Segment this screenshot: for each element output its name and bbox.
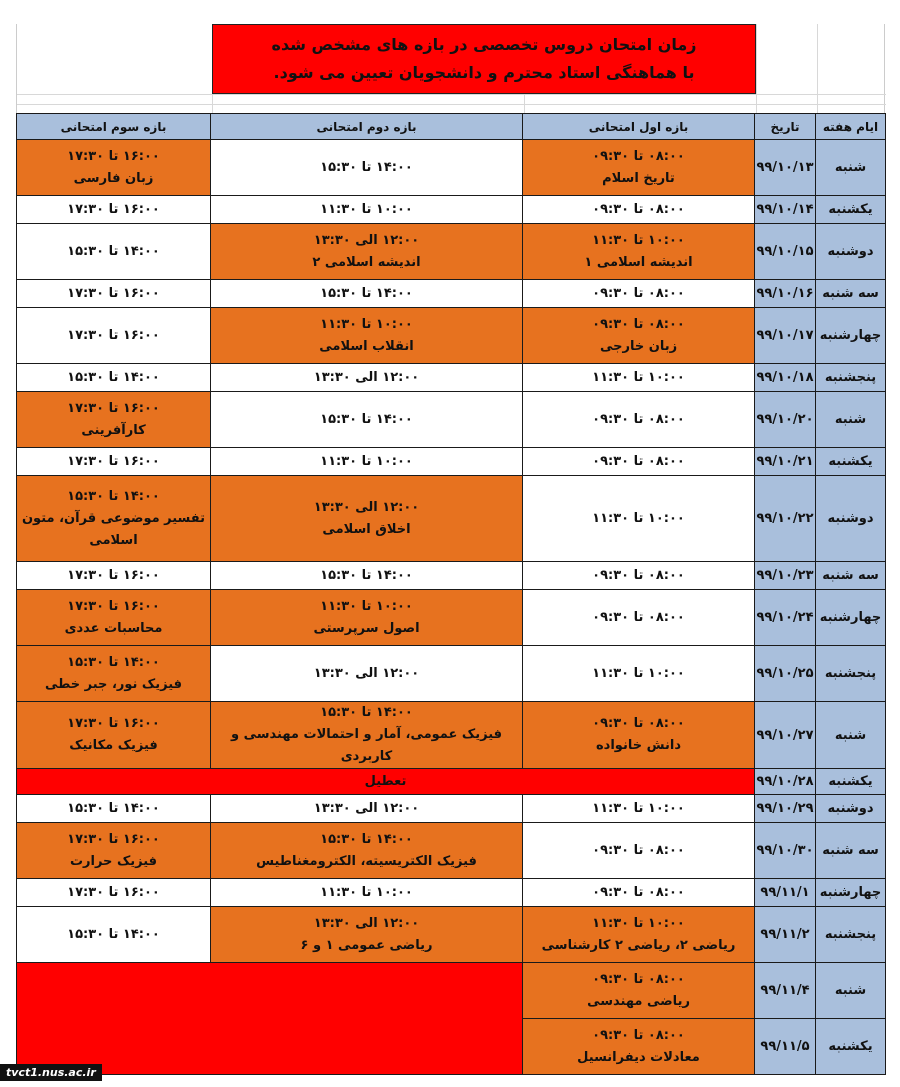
header-day: ایام هفته: [816, 114, 886, 140]
date-cell: ۹۹/۱۰/۲۹: [755, 795, 816, 823]
slot-course: دانش خانواده: [596, 738, 681, 753]
slot-time: ۰۸:۰۰ تا ۰۹:۳۰: [592, 148, 685, 164]
exam-slot-1: [523, 963, 755, 1019]
header-row: [17, 114, 886, 140]
holiday-cell: تعطیل: [17, 769, 755, 795]
slot-time: ۰۸:۰۰ تا ۰۹:۳۰: [592, 411, 685, 427]
slot-time: ۱۲:۰۰ الی ۱۳:۳۰: [313, 232, 420, 248]
day-cell: شنبه: [816, 963, 886, 1019]
notice-line-1: زمان امتحان دروس تخصصی در بازه های مشخص شده: [271, 35, 697, 54]
slot-course: کارآفرینی: [81, 422, 146, 438]
date-cell: ۹۹/۱۰/۲۴: [755, 590, 816, 646]
exam-slot-1: [523, 308, 755, 364]
schedule-row: [17, 224, 886, 280]
schedule-row: [17, 308, 886, 364]
day-cell: شنبه: [816, 702, 886, 769]
slot-time: ۱۰:۰۰ تا ۱۱:۳۰: [320, 598, 413, 614]
slot-time: ۱۶:۰۰ تا ۱۷:۳۰: [67, 567, 160, 583]
exam-slot-2: [211, 907, 523, 963]
exam-slot-3: [17, 562, 211, 590]
slot-time: ۰۸:۰۰ تا ۰۹:۳۰: [592, 1027, 685, 1043]
slot-time: ۱۶:۰۰ تا ۱۷:۳۰: [67, 327, 160, 343]
day-cell: شنبه: [816, 392, 886, 448]
exam-slot-1: [523, 795, 755, 823]
slot-course: فیزیک عمومی، آمار و احتمالات مهندسی و کاربردی: [230, 727, 503, 764]
slot-time: ۱۴:۰۰ تا ۱۵:۳۰: [320, 159, 413, 175]
slot-time: ۱۴:۰۰ تا ۱۵:۳۰: [320, 285, 413, 301]
day-cell: سه شنبه: [816, 562, 886, 590]
slot-time: ۰۸:۰۰ تا ۰۹:۳۰: [592, 842, 685, 858]
exam-slot-1: [523, 196, 755, 224]
date-cell: ۹۹/۱۱/۲: [755, 907, 816, 963]
slot-time: ۱۰:۰۰ تا ۱۱:۳۰: [592, 232, 685, 248]
slot-time: ۱۰:۰۰ تا ۱۱:۳۰: [320, 453, 413, 469]
exam-schedule-table: [16, 113, 886, 1075]
exam-slot-3: [17, 280, 211, 308]
exam-slot-1: [523, 562, 755, 590]
header-slot-2: بازه دوم امتحانی: [211, 114, 523, 140]
slot-course: محاسبات عددی: [64, 620, 163, 636]
schedule-row: [17, 879, 886, 907]
slot-course: اخلاق اسلامی: [322, 521, 411, 537]
exam-slot-2: [211, 702, 523, 769]
exam-slot-2: [211, 196, 523, 224]
date-cell: ۹۹/۱۰/۱۷: [755, 308, 816, 364]
date-cell: ۹۹/۱۰/۲۲: [755, 476, 816, 562]
schedule-row: [17, 392, 886, 448]
date-cell: ۹۹/۱۰/۳۰: [755, 823, 816, 879]
exam-slot-1: [523, 280, 755, 308]
date-cell: ۹۹/۱۰/۲۷: [755, 702, 816, 769]
header-slot-1: بازه اول امتحانی: [523, 114, 755, 140]
slot-time: ۱۴:۰۰ تا ۱۵:۳۰: [67, 488, 160, 504]
date-cell: ۹۹/۱۰/۱۳: [755, 140, 816, 196]
day-cell: سه شنبه: [816, 823, 886, 879]
day-cell: دوشنبه: [816, 476, 886, 562]
slot-time: ۱۰:۰۰ تا ۱۱:۳۰: [592, 369, 685, 385]
exam-slot-1: [523, 879, 755, 907]
slot-course: تفسیر موضوعی قرآن، متون اسلامی: [21, 510, 206, 548]
day-cell: دوشنبه: [816, 224, 886, 280]
day-cell: چهارشنبه: [816, 590, 886, 646]
slot-time: ۱۴:۰۰ تا ۱۵:۳۰: [320, 567, 413, 583]
schedule-row: [17, 823, 886, 879]
exam-slot-3: [17, 448, 211, 476]
date-cell: ۹۹/۱۰/۲۸: [755, 769, 816, 795]
site-watermark: tvct1.nus.ac.ir: [0, 1064, 102, 1081]
slot-time: ۱۴:۰۰ تا ۱۵:۳۰: [320, 411, 413, 427]
day-cell: پنجشنبه: [816, 646, 886, 702]
slot-course: ریاضی مهندسی: [587, 993, 690, 1009]
exam-slot-1: [523, 823, 755, 879]
schedule-row: [17, 769, 886, 795]
exam-slot-2: [211, 308, 523, 364]
slot-time: ۱۰:۰۰ تا ۱۱:۳۰: [592, 800, 685, 816]
date-cell: ۹۹/۱۰/۱۵: [755, 224, 816, 280]
slot-time: ۱۴:۰۰ تا ۱۵:۳۰: [67, 654, 160, 670]
day-cell: چهارشنبه: [816, 308, 886, 364]
slot-time: ۱۲:۰۰ الی ۱۳:۳۰: [313, 915, 420, 931]
schedule-row: [17, 280, 886, 308]
exam-slot-1: [523, 364, 755, 392]
exam-slot-1: [523, 140, 755, 196]
exam-slot-2: [211, 476, 523, 562]
exam-slot-2: [211, 562, 523, 590]
slot-time: ۰۸:۰۰ تا ۰۹:۳۰: [592, 316, 685, 332]
exam-slot-1: [523, 224, 755, 280]
schedule-row: [17, 963, 886, 1019]
exam-slot-3: [17, 590, 211, 646]
schedule-row: [17, 140, 886, 196]
date-cell: ۹۹/۱۱/۵: [755, 1019, 816, 1075]
date-cell: ۹۹/۱۰/۲۱: [755, 448, 816, 476]
slot-time: ۱۶:۰۰ تا ۱۷:۳۰: [67, 716, 160, 731]
exam-slot-3: [17, 224, 211, 280]
slot-time: ۱۲:۰۰ الی ۱۳:۳۰: [313, 499, 420, 515]
schedule-row: [17, 562, 886, 590]
day-cell: یکشنبه: [816, 769, 886, 795]
slot-time: ۱۴:۰۰ تا ۱۵:۳۰: [320, 831, 413, 847]
exam-slot-1: [523, 392, 755, 448]
date-cell: ۹۹/۱۰/۱۶: [755, 280, 816, 308]
slot-time: ۱۴:۰۰ تا ۱۵:۳۰: [320, 705, 413, 720]
exam-slot-3: [17, 308, 211, 364]
slot-time: ۱۶:۰۰ تا ۱۷:۳۰: [67, 400, 160, 416]
slot-course: فیزیک الکتریسیته، الکترومغناطیس: [256, 853, 477, 869]
notice-line-2: با هماهنگی استاد محترم و دانشجویان تعیین می شود.: [273, 63, 695, 82]
slot-course: زبان فارسی: [73, 170, 154, 186]
day-cell: پنجشنبه: [816, 364, 886, 392]
exam-slot-2: [211, 823, 523, 879]
exam-slot-2: [211, 364, 523, 392]
date-cell: ۹۹/۱۰/۲۳: [755, 562, 816, 590]
slot-time: ۱۶:۰۰ تا ۱۷:۳۰: [67, 453, 160, 469]
exam-slot-2: [211, 590, 523, 646]
slot-course: معادلات دیفرانسیل: [577, 1049, 700, 1065]
schedule-row: [17, 196, 886, 224]
slot-time: ۰۸:۰۰ تا ۰۹:۳۰: [592, 567, 685, 583]
slot-time: ۱۶:۰۰ تا ۱۷:۳۰: [67, 148, 160, 164]
slot-time: ۱۰:۰۰ تا ۱۱:۳۰: [320, 316, 413, 332]
schedule-row: [17, 702, 886, 769]
exam-slot-3: [17, 196, 211, 224]
slot-time: ۰۸:۰۰ تا ۰۹:۳۰: [592, 201, 685, 217]
exam-slot-1: [523, 1019, 755, 1075]
exam-slot-2: [211, 795, 523, 823]
slot-time: ۱۶:۰۰ تا ۱۷:۳۰: [67, 201, 160, 217]
slot-time: ۱۶:۰۰ تا ۱۷:۳۰: [67, 598, 160, 614]
exam-slot-1: [523, 448, 755, 476]
exam-slot-2: [211, 392, 523, 448]
exam-slot-1: [523, 702, 755, 769]
exam-slot-1: [523, 907, 755, 963]
day-cell: سه شنبه: [816, 280, 886, 308]
exam-slot-2: [211, 879, 523, 907]
slot-time: ۱۲:۰۰ الی ۱۳:۳۰: [313, 369, 420, 385]
slot-time: ۱۰:۰۰ تا ۱۱:۳۰: [320, 884, 413, 900]
slot-time: ۱۴:۰۰ تا ۱۵:۳۰: [67, 800, 160, 816]
header-slot-3: بازه سوم امتحانی: [17, 114, 211, 140]
exam-slot-3: [17, 646, 211, 702]
day-cell: چهارشنبه: [816, 879, 886, 907]
schedule-row: [17, 590, 886, 646]
date-cell: ۹۹/۱۰/۱۸: [755, 364, 816, 392]
date-cell: ۹۹/۱۱/۱: [755, 879, 816, 907]
slot-course: ریاضی عمومی ۱ و ۶: [300, 937, 433, 953]
slot-course: انقلاب اسلامی: [319, 338, 414, 354]
schedule-row: [17, 476, 886, 562]
slot-time: ۱۰:۰۰ تا ۱۱:۳۰: [320, 201, 413, 217]
slot-time: ۰۸:۰۰ تا ۰۹:۳۰: [592, 285, 685, 301]
slot-course: فیزیک مکانیک: [69, 738, 158, 753]
schedule-row: [17, 448, 886, 476]
slot-course: اندیشه اسلامی ۲: [312, 254, 421, 270]
empty-red-block: [17, 963, 523, 1075]
slot-time: ۰۸:۰۰ تا ۰۹:۳۰: [592, 884, 685, 900]
date-cell: ۹۹/۱۰/۱۴: [755, 196, 816, 224]
exam-slot-2: [211, 280, 523, 308]
day-cell: دوشنبه: [816, 795, 886, 823]
slot-time: ۱۴:۰۰ تا ۱۵:۳۰: [67, 243, 160, 259]
slot-course: فیزیک نور، جبر خطی: [44, 676, 183, 692]
exam-slot-2: [211, 140, 523, 196]
slot-time: ۰۸:۰۰ تا ۰۹:۳۰: [592, 971, 685, 987]
slot-time: ۱۲:۰۰ الی ۱۳:۳۰: [313, 665, 420, 681]
slot-course: فیزیک حرارت: [69, 853, 158, 869]
day-cell: یکشنبه: [816, 448, 886, 476]
exam-slot-3: [17, 140, 211, 196]
exam-slot-3: [17, 364, 211, 392]
schedule-row: [17, 907, 886, 963]
schedule-row: [17, 646, 886, 702]
slot-course: اصول سرپرستی: [313, 620, 420, 636]
day-cell: شنبه: [816, 140, 886, 196]
slot-time: ۱۴:۰۰ تا ۱۵:۳۰: [67, 926, 160, 942]
slot-time: ۱۴:۰۰ تا ۱۵:۳۰: [67, 369, 160, 385]
exam-slot-3: [17, 476, 211, 562]
slot-course: تاریخ اسلام: [602, 170, 675, 186]
exam-slot-3: [17, 392, 211, 448]
schedule-row: [17, 364, 886, 392]
exam-slot-3: [17, 823, 211, 879]
day-cell: پنجشنبه: [816, 907, 886, 963]
exam-slot-3: [17, 795, 211, 823]
slot-course: ریاضی ۲، ریاضی ۲ کارشناسی: [541, 937, 736, 953]
date-cell: ۹۹/۱۰/۲۵: [755, 646, 816, 702]
exam-slot-1: [523, 646, 755, 702]
slot-time: ۰۸:۰۰ تا ۰۹:۳۰: [592, 716, 685, 731]
schedule-body: [17, 140, 886, 1075]
exam-slot-3: [17, 907, 211, 963]
exam-slot-1: [523, 476, 755, 562]
slot-time: ۰۸:۰۰ تا ۰۹:۳۰: [592, 609, 685, 625]
exam-slot-1: [523, 590, 755, 646]
header-date: تاریخ: [755, 114, 816, 140]
slot-time: ۱۰:۰۰ تا ۱۱:۳۰: [592, 915, 685, 931]
slot-time: ۱۶:۰۰ تا ۱۷:۳۰: [67, 831, 160, 847]
schedule-row: [17, 795, 886, 823]
slot-course: زبان خارجی: [599, 338, 678, 354]
date-cell: ۹۹/۱۱/۴: [755, 963, 816, 1019]
day-cell: یکشنبه: [816, 196, 886, 224]
date-cell: ۹۹/۱۰/۲۰: [755, 392, 816, 448]
slot-time: ۱۲:۰۰ الی ۱۳:۳۰: [313, 800, 420, 816]
exam-slot-2: [211, 224, 523, 280]
slot-time: ۱۶:۰۰ تا ۱۷:۳۰: [67, 285, 160, 301]
exam-slot-2: [211, 448, 523, 476]
slot-course: اندیشه اسلامی ۱: [584, 254, 693, 270]
day-cell: یکشنبه: [816, 1019, 886, 1075]
exam-slot-3: [17, 702, 211, 769]
slot-time: ۰۸:۰۰ تا ۰۹:۳۰: [592, 453, 685, 469]
slot-time: ۱۰:۰۰ تا ۱۱:۳۰: [592, 510, 685, 526]
notice-banner: [212, 24, 756, 94]
slot-time: ۱۰:۰۰ تا ۱۱:۳۰: [592, 665, 685, 681]
slot-time: ۱۶:۰۰ تا ۱۷:۳۰: [67, 884, 160, 900]
exam-slot-3: [17, 879, 211, 907]
exam-slot-2: [211, 646, 523, 702]
